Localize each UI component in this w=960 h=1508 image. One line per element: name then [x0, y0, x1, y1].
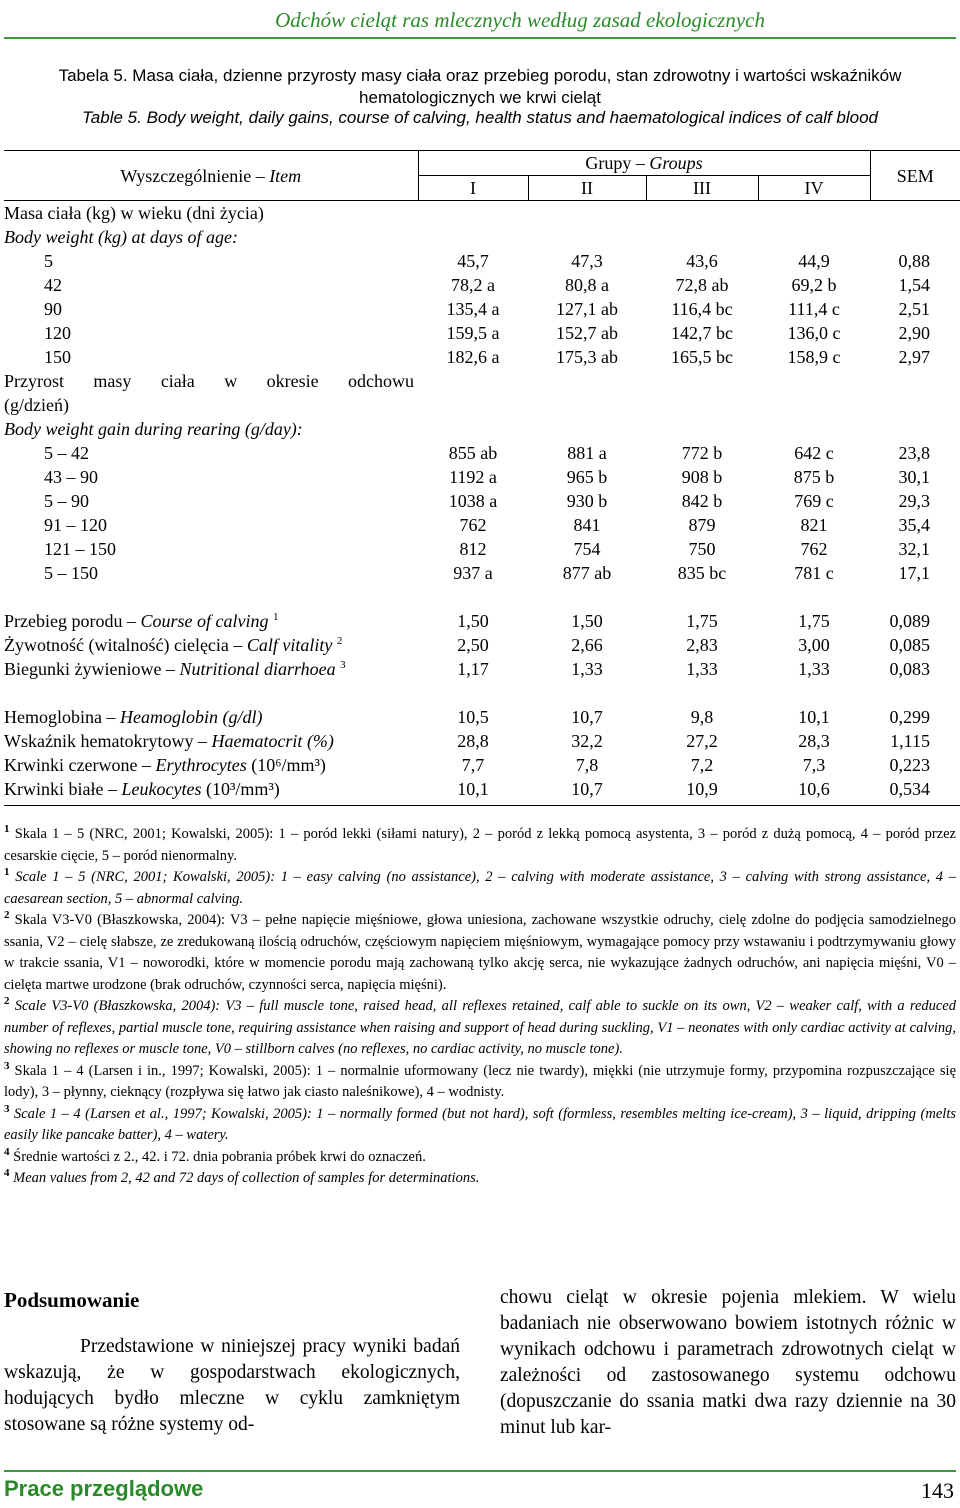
value-cell-group-4: 158,9 c	[787, 347, 841, 367]
caption-pl-line2: hematologicznych we krwi cieląt	[359, 88, 601, 107]
value-cell-group-1: 1038 a	[448, 491, 498, 511]
value-cell-group-1: 7,7	[461, 755, 485, 775]
header-item: Wyszczególnienie – Item	[4, 151, 418, 201]
value-cell-group-2: 877 ab	[562, 563, 612, 583]
table-row	[4, 489, 960, 513]
value-cell-group-1: 182,6 a	[446, 347, 500, 367]
table-row	[4, 321, 960, 345]
value-cell-group-1: 159,5 a	[446, 323, 500, 343]
table-row	[4, 753, 960, 777]
value-cell-group-2: 32,2	[571, 731, 603, 751]
table-row	[4, 633, 960, 657]
table-row	[4, 441, 960, 465]
value-cell-group-1: 45,7	[457, 251, 489, 271]
value-cell-group-2: 7,8	[575, 755, 599, 775]
footnote-pl: $^1$ Skala 1 – 5 (NRC, 2001; Kowalski, 2005): 1 – poród lekki (siłami natury), 2 – poród z lekką pomocą asystenta, 3 – poród z dużą pomocą, 4 – poród przez cesarskie cięcie, 5 – poród nienormalny.	[4, 823, 956, 864]
footer-divider	[4, 1470, 956, 1472]
row-label-day: 5	[44, 251, 53, 271]
value-cell-group-3: 27,2	[686, 731, 718, 751]
value-cell-group-2: 1,33	[571, 659, 603, 679]
table-caption-pl	[0, 65, 960, 109]
value-cell-group-3: 772 b	[681, 443, 723, 463]
value-cell-group-4: 1,33	[798, 659, 830, 679]
value-cell-group-3: 835 bc	[677, 563, 727, 583]
table-row	[4, 513, 960, 537]
sem-cell: 2,97	[898, 347, 930, 367]
header-group-iii: III	[646, 176, 758, 201]
value-cell-group-2: 930 b	[566, 491, 608, 511]
value-cell-group-4: 781 c	[794, 563, 834, 583]
value-cell-group-4: 28,3	[798, 731, 830, 751]
row-label-period: 43 – 90	[44, 467, 98, 487]
section-body-weight-en: Body weight (kg) at days of age:	[4, 227, 238, 247]
value-cell-group-2: 175,3 ab	[556, 347, 618, 367]
value-cell-group-4: 10,1	[798, 707, 830, 727]
row-label: Przebieg porodu – Course of calving $^1$	[4, 611, 279, 631]
footnote-en: $^4$ Mean values from 2, 42 and 72 days of collection of samples for determinations.	[4, 1167, 480, 1186]
sem-cell: 29,3	[898, 491, 930, 511]
value-cell-group-1: 855 ab	[448, 443, 498, 463]
footnote-pl: $^3$ Skala 1 – 4 (Larsen i in., 1997; Kowalski, 2005): 1 – normalnie uformowany (lecz nie twardy), miękki (nie utrzymuje formy, przypomina rozpuszczające się lody), 3 – płynny, cieknący (rozpływa się łatwo jak ciasto naleśnikowe), 4 – wodnisty.	[4, 1059, 956, 1100]
sem-cell: 17,1	[898, 563, 930, 583]
results-table	[4, 150, 960, 806]
value-cell-group-3: 9,8	[690, 707, 714, 727]
value-cell-group-1: 812	[459, 539, 487, 559]
sem-cell: 0,299	[889, 707, 930, 727]
value-cell-group-4: 1,75	[798, 611, 830, 631]
table-row	[4, 609, 960, 633]
value-cell-group-3: 1,75	[686, 611, 718, 631]
row-label-day: 150	[44, 347, 71, 367]
value-cell-group-1: 10,5	[457, 707, 489, 727]
sem-cell: 0,223	[889, 755, 930, 775]
sem-cell: 0,089	[889, 611, 930, 631]
value-cell-group-1: 2,50	[457, 635, 489, 655]
value-cell-group-4: 769 c	[794, 491, 834, 511]
footnote-pl: $^4$ Średnie wartości z 2., 42. i 72. dnia pobrania próbek krwi do oznaczeń.	[4, 1145, 426, 1165]
value-cell-group-3: 142,7 bc	[671, 323, 733, 343]
value-cell-group-2: 881 a	[567, 443, 607, 463]
page-number: 143	[921, 1478, 954, 1503]
row-label: Biegunki żywieniowe – Nutritional diarrhoea $^3$	[4, 659, 346, 679]
footnote-en: $^3$ Scale 1 – 4 (Larsen et al., 1997; Kowalski, 2005): 1 – normally formed (but not hard), soft (formless, resembles melting ice-cream), 3 – liquid, dripping (melts easily like pancake batter), 4 – watery.	[4, 1102, 956, 1143]
value-cell-group-4: 875 b	[793, 467, 835, 487]
value-cell-group-4: 44,9	[798, 251, 830, 271]
value-cell-group-3: 72,8 ab	[675, 275, 729, 295]
value-cell-group-4: 762	[800, 539, 828, 559]
sem-cell: 32,1	[898, 539, 930, 559]
value-cell-group-2: 841	[573, 515, 601, 535]
row-label-period: 5 – 42	[44, 443, 89, 463]
value-cell-group-2: 965 b	[566, 467, 608, 487]
caption-pl-line1: Tabela 5. Masa ciała, dzienne przyrosty masy ciała oraz przebieg porodu, stan zdrowotny i wartości wskaźników	[58, 66, 902, 85]
summary-right-column	[500, 1285, 956, 1441]
table-row	[4, 249, 960, 273]
section-gain-pl-b: (g/dzień)	[4, 395, 69, 415]
running-title: Odchów cieląt ras mlecznych według zasad ekologicznych	[275, 8, 765, 32]
running-header	[0, 4, 960, 40]
value-cell-group-1: 28,8	[457, 731, 489, 751]
table-row	[4, 345, 960, 369]
header-group-iv: IV	[758, 176, 870, 201]
sem-cell: 23,8	[898, 443, 930, 463]
value-cell-group-4: 69,2 b	[791, 275, 837, 295]
row-label-period: 5 – 90	[44, 491, 89, 511]
table-row	[4, 537, 960, 561]
table-row	[4, 561, 960, 585]
row-label: Żywotność (witalność) cielęcia – Calf vitality $^2$	[4, 635, 343, 655]
value-cell-group-3: 879	[688, 515, 716, 535]
value-cell-group-3: 7,2	[690, 755, 714, 775]
value-cell-group-3: 116,4 bc	[671, 299, 733, 319]
value-cell-group-3: 2,83	[686, 635, 718, 655]
row-label: Krwinki białe – Leukocytes (10³/mm³)	[4, 779, 280, 799]
value-cell-group-3: 750	[688, 539, 716, 559]
value-cell-group-2: 47,3	[571, 251, 603, 271]
value-cell-group-4: 111,4 c	[788, 299, 840, 319]
row-label-day: 42	[44, 275, 62, 295]
row-label: Wskaźnik hematokrytowy – Haematocrit (%)	[4, 731, 334, 751]
value-cell-group-2: 754	[573, 539, 601, 559]
table-row	[4, 657, 960, 681]
value-cell-group-3: 165,5 bc	[671, 347, 733, 367]
footnote-pl: $^2$ Skala V3-V0 (Błaszkowska, 2004): V3 – pełne napięcie mięśniowe, głowa uniesiona, zachowane wszystkie odruchy, cielę zdolne do podjęcia samodzielnego ssania, V2 – cielę słabsze, ze zredukowaną ilością odruchów, częściowym napięciem mięśniowym, wymagające pomocy przy wstawaniu i podtrzymywaniu głowy w trakcie ssania, V1 – noworodki, które w momencie porodu mają zachowaną tylko akcję serca, nie wykazujące żadnych odruchów, ani napięcia mięśni, V0 – cielęta martwe urodzone (brak odruchów, czynności serca, napięcia mięśni).	[4, 909, 956, 993]
value-cell-group-2: 2,66	[571, 635, 603, 655]
sem-cell: 1,115	[890, 731, 930, 751]
value-cell-group-1: 1,50	[457, 611, 489, 631]
value-cell-group-1: 1192 a	[449, 467, 497, 487]
section-gain-en: Body weight gain during rearing (g/day):	[4, 419, 303, 439]
summary-left-text: Przedstawione w niniejszej pracy wyniki badań wskazują, że w gospodarstwach ekologicznych, hodujących bydło mleczne w cyklu zamkniętym stosowane są różne systemy od-	[4, 1336, 460, 1435]
value-cell-group-1: 10,1	[457, 779, 489, 799]
sem-cell: 0,534	[889, 779, 930, 799]
sem-cell: 35,4	[898, 515, 930, 535]
value-cell-group-1: 78,2 a	[451, 275, 495, 295]
sem-cell: 0,085	[889, 635, 930, 655]
summary-title: Podsumowanie	[4, 1288, 140, 1312]
sem-cell: 0,88	[898, 251, 930, 271]
value-cell-group-3: 908 b	[681, 467, 723, 487]
header-groups: Grupy – Groups	[418, 151, 870, 176]
row-label-period: 121 – 150	[44, 539, 116, 559]
journal-section-label: Prace przeglądowe	[4, 1476, 204, 1501]
header-group-ii: II	[528, 176, 646, 201]
header-sem: SEM	[870, 151, 960, 201]
summary-right-text: chowu cieląt w okresie pojenia mlekiem. W wielu badaniach nie obserwowano bowiem istotnych różnic w wynikach odchowu i parametrach zdrowotnych cieląt w zależności od zastosowanego systemu odchowu (dopuszczanie do ssania matki dwa razy dziennie na 30 minut lub kar-	[500, 1287, 956, 1438]
value-cell-group-3: 1,33	[686, 659, 718, 679]
table-row	[4, 465, 960, 489]
value-cell-group-4: 7,3	[802, 755, 826, 775]
value-cell-group-1: 1,17	[457, 659, 489, 679]
row-label-day: 90	[44, 299, 62, 319]
value-cell-group-1: 937 a	[453, 563, 493, 583]
table-row	[4, 297, 960, 321]
row-label-period: 91 – 120	[44, 515, 107, 535]
value-cell-group-2: 1,50	[571, 611, 603, 631]
value-cell-group-2: 127,1 ab	[556, 299, 618, 319]
value-cell-group-3: 10,9	[686, 779, 718, 799]
summary-left-column	[4, 1334, 460, 1438]
table-row	[4, 705, 960, 729]
row-label-period: 5 – 150	[44, 563, 98, 583]
header-divider	[4, 37, 956, 39]
sem-cell: 1,54	[898, 275, 930, 295]
value-cell-group-4: 3,00	[798, 635, 830, 655]
value-cell-group-4: 821	[800, 515, 828, 535]
section-gain-pl-a: Przyrost masy ciała w okresie odchowu	[4, 371, 414, 391]
table-row	[4, 777, 960, 801]
table-row	[4, 273, 960, 297]
sem-cell: 30,1	[898, 467, 930, 487]
footnote-en: $^2$ Scale V3-V0 (Błaszkowska, 2004): V3 – full muscle tone, raised head, all reflexes retained, calf able to suckle on its own, V2 – weaker calf, with a reduced number of reflexes, partial muscle tone, requiring assistance when raising and support of head during suckling, V1 – neonates with only cardiac activity at calving, showing no reflexes or muscle tone, V0 – stillborn calves (no reflexes, no cardiac activity, no muscle tone).	[4, 995, 956, 1057]
sem-cell: 2,51	[898, 299, 930, 319]
value-cell-group-2: 152,7 ab	[556, 323, 618, 343]
value-cell-group-3: 43,6	[686, 251, 718, 271]
value-cell-group-1: 762	[459, 515, 487, 535]
header-group-i: I	[418, 176, 528, 201]
table-caption-en: Table 5. Body weight, daily gains, course of calving, health status and haematological indices of calf blood	[81, 108, 879, 127]
value-cell-group-2: 10,7	[571, 779, 603, 799]
row-label: Hemoglobina – Heamoglobin (g/dl)	[4, 707, 263, 727]
footnote-en: $^1$ Scale 1 – 5 (NRC, 2001; Kowalski, 2005): 1 – easy calving (no assistance), 2 – calving with moderate assistance, 3 – calving with strong assistance, 4 – caesarean section, 5 – abnormal calving.	[4, 866, 956, 907]
row-label-day: 120	[44, 323, 71, 343]
value-cell-group-4: 136,0 c	[787, 323, 841, 343]
value-cell-group-3: 842 b	[681, 491, 723, 511]
footnotes	[4, 824, 956, 1190]
value-cell-group-4: 642 c	[794, 443, 834, 463]
value-cell-group-1: 135,4 a	[446, 299, 500, 319]
sem-cell: 0,083	[889, 659, 930, 679]
table-row	[4, 729, 960, 753]
section-body-weight-pl: Masa ciała (kg) w wieku (dni życia)	[4, 203, 264, 223]
value-cell-group-2: 80,8 a	[565, 275, 609, 295]
sem-cell: 2,90	[898, 323, 930, 343]
value-cell-group-2: 10,7	[571, 707, 603, 727]
row-label: Krwinki czerwone – Erythrocytes (10⁶/mm³)	[4, 755, 326, 775]
value-cell-group-4: 10,6	[798, 779, 830, 799]
